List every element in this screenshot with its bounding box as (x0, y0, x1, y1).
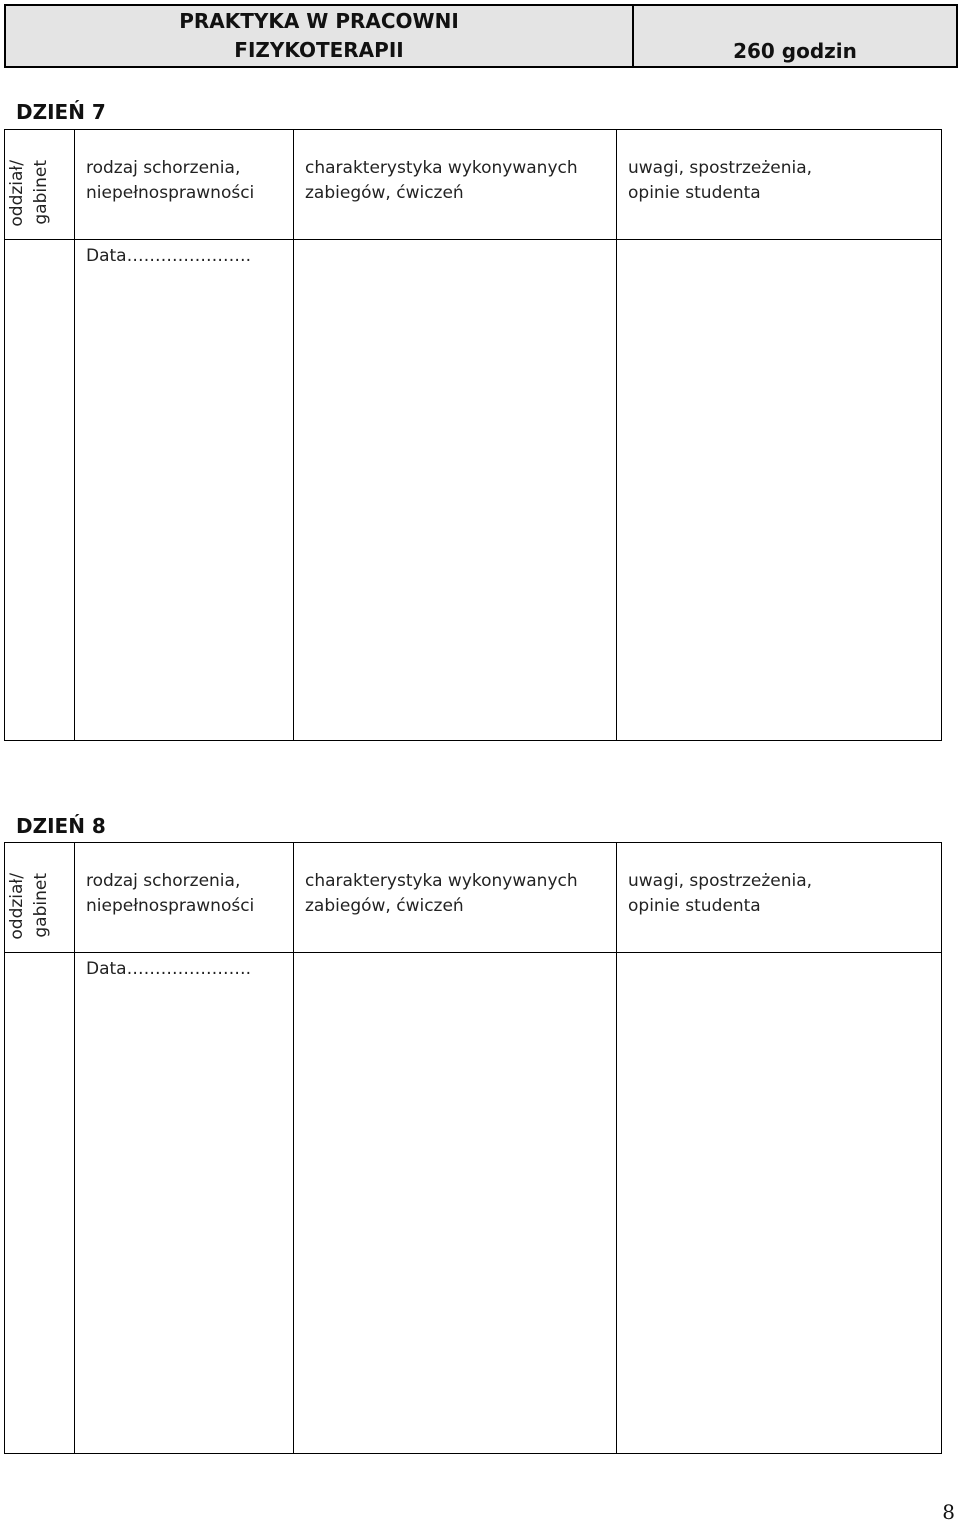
day-8-col-remarks (617, 843, 942, 953)
day-7-header-row (5, 130, 942, 240)
page-number: 8 (942, 1500, 955, 1524)
day-8-col-condition (75, 843, 294, 953)
day-7-date-label: Data…………………. (86, 246, 251, 266)
day-7-col3-line1: uwagi, spostrzeżenia, (628, 158, 813, 178)
day-8-header-row (5, 843, 942, 953)
header-hours: 260 godzin (733, 39, 857, 63)
day-7-col-procedures (294, 130, 617, 240)
day-7-col-condition (75, 130, 294, 240)
day-8-side-entry[interactable] (5, 953, 75, 1454)
day-8-title: DZIEŃ 8 (16, 814, 106, 838)
day-8-col-procedures (294, 843, 617, 953)
day-8-side-line2: gabinet (31, 873, 51, 939)
day-8-date-label: Data…………………. (86, 959, 251, 979)
day-7-procedures-entry[interactable] (294, 240, 617, 741)
day-7-entry-row (5, 240, 942, 741)
day-7-side-line2: gabinet (31, 160, 51, 226)
day-8-col3-line2: opinie studenta (628, 896, 761, 916)
header-title-line2: FIZYKOTERAPII (234, 38, 404, 62)
day-7-side-line1: oddział/ (7, 160, 27, 227)
day-7-condition-entry[interactable] (75, 240, 294, 741)
day-8-remarks-entry[interactable] (617, 953, 942, 1454)
day-8-condition-entry[interactable] (75, 953, 294, 1454)
day-7-side-header (5, 130, 75, 240)
day-8-entry-row (5, 953, 942, 1454)
day-8-col1-line2: niepełnosprawności (86, 896, 255, 916)
day-7-col1-line1: rodzaj schorzenia, (86, 158, 241, 178)
header-title-cell (6, 6, 634, 66)
day-8-side-line1: oddział/ (7, 873, 27, 940)
day-8-col1-line1: rodzaj schorzenia, (86, 871, 241, 891)
day-7-title: DZIEŃ 7 (16, 100, 106, 124)
day-7-col1-line2: niepełnosprawności (86, 183, 255, 203)
day-7-col2-line2: zabiegów, ćwiczeń (305, 183, 464, 203)
day-8-col2-line1: charakterystyka wykonywanych (305, 871, 578, 891)
header-title-line1: PRAKTYKA W PRACOWNI (179, 9, 459, 33)
day-8-col3-line1: uwagi, spostrzeżenia, (628, 871, 813, 891)
day-7-col-remarks (617, 130, 942, 240)
day-7-col3-line2: opinie studenta (628, 183, 761, 203)
day-7-col2-line1: charakterystyka wykonywanych (305, 158, 578, 178)
day-7-side-entry[interactable] (5, 240, 75, 741)
day-8-procedures-entry[interactable] (294, 953, 617, 1454)
day-8-side-header (5, 843, 75, 953)
day-8-col2-line2: zabiegów, ćwiczeń (305, 896, 464, 916)
day-7-remarks-entry[interactable] (617, 240, 942, 741)
page-header (4, 4, 958, 68)
day-8-table (4, 842, 942, 1454)
day-7-table (4, 129, 942, 741)
header-hours-cell (634, 6, 956, 66)
